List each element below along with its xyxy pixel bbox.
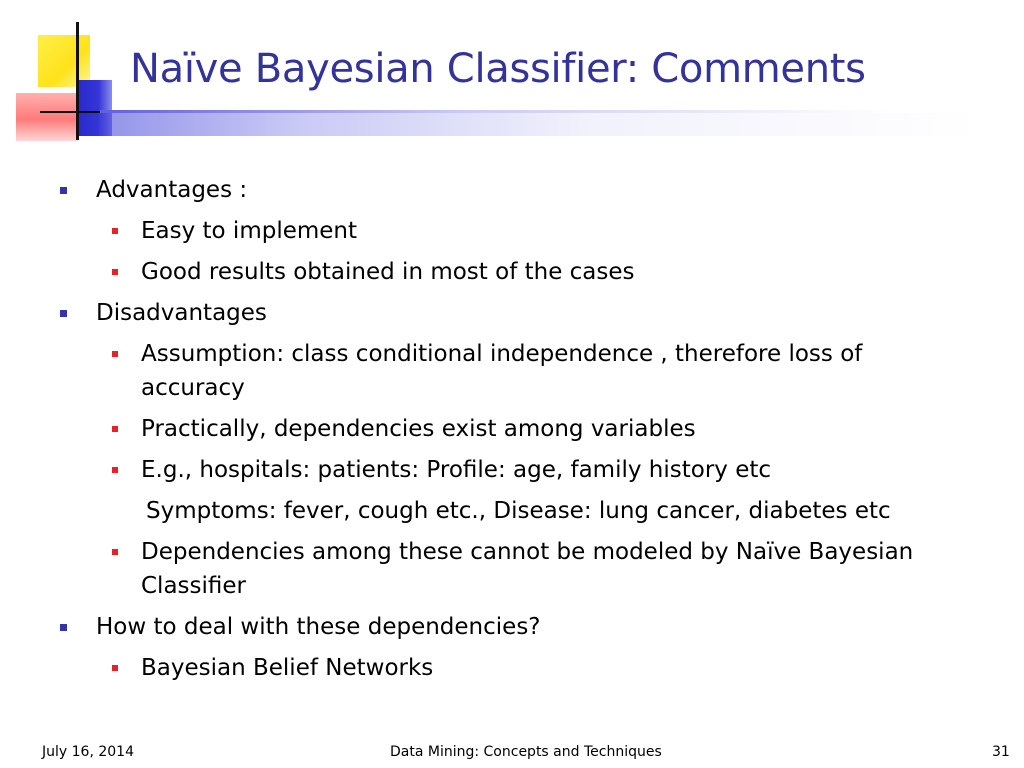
square-bullet-icon (60, 187, 67, 194)
bullet-item-level2 (56, 412, 996, 446)
slide-title: Naïve Bayesian Classifier: Comments (130, 46, 866, 92)
bullet-item-level1 (56, 296, 996, 330)
title-underline-bar (100, 110, 980, 136)
logo-vertical-line (76, 22, 79, 140)
square-bullet-icon (112, 665, 118, 671)
bullet-item-level2 (56, 214, 996, 248)
footer-date: July 16, 2014 (42, 744, 134, 760)
bullet-continuation (56, 371, 996, 405)
bullet-text: Classifier (141, 573, 246, 599)
bullet-text: E.g., hospitals: patients: Profile: age, family history etc (141, 457, 772, 483)
bullet-item-level1 (56, 173, 996, 207)
bullet-item-level2 (56, 651, 996, 685)
bullet-item-level2 (56, 255, 996, 289)
bullet-text: Dependencies among these cannot be modeled by Naïve Bayesian (141, 539, 914, 565)
bullet-text: Easy to implement (141, 218, 358, 244)
bullet-text: accuracy (141, 375, 245, 401)
indented-text-line (56, 494, 996, 528)
bullet-item-level2 (56, 337, 996, 371)
footer-page-number: 31 (992, 744, 1010, 760)
bullet-text: Advantages : (96, 177, 248, 203)
logo-red-square (16, 93, 78, 141)
square-bullet-icon (112, 269, 118, 275)
bullet-text: How to deal with these dependencies? (96, 614, 541, 640)
square-bullet-icon (112, 467, 118, 473)
square-bullet-icon (112, 549, 118, 555)
bullet-text: Symptoms: fever, cough etc., Disease: lung cancer, diabetes etc (146, 498, 891, 524)
bullet-list (56, 166, 996, 685)
square-bullet-icon (112, 426, 118, 432)
bullet-item-level1 (56, 610, 996, 644)
bullet-text: Practically, dependencies exist among variables (141, 416, 696, 442)
bullet-item-level2 (56, 535, 996, 569)
bullet-text: Bayesian Belief Networks (141, 655, 434, 681)
square-bullet-icon (112, 228, 118, 234)
logo-horizontal-line (40, 111, 106, 113)
bullet-text: Disadvantages (96, 300, 267, 326)
bullet-text: Good results obtained in most of the cases (141, 259, 635, 285)
square-bullet-icon (112, 351, 118, 357)
footer-course-title: Data Mining: Concepts and Techniques (390, 744, 662, 760)
bullet-text: Assumption: class conditional independence , therefore loss of (141, 341, 863, 367)
square-bullet-icon (60, 310, 67, 317)
bullet-continuation (56, 569, 996, 603)
bullet-item-level2 (56, 453, 996, 487)
title-underline-edge (100, 110, 980, 113)
square-bullet-icon (60, 624, 67, 631)
